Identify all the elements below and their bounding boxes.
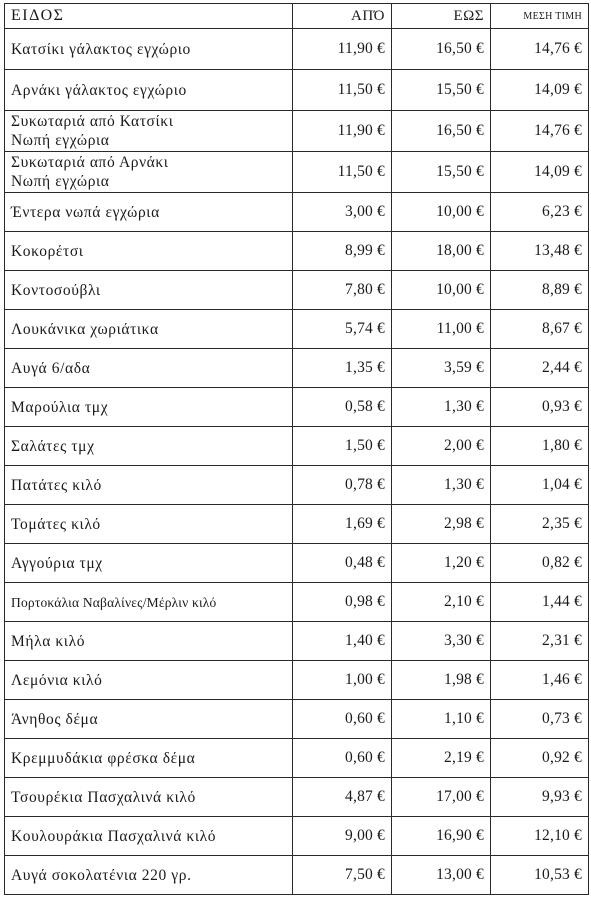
price-from: 7,80 € [293, 271, 392, 310]
price-average: 2,31 € [491, 622, 589, 661]
price-average: 0,92 € [491, 739, 589, 778]
price-from: 7,50 € [293, 856, 392, 895]
price-to: 1,98 € [392, 661, 491, 700]
price-from: 4,87 € [293, 778, 392, 817]
table-row [5, 661, 589, 700]
header-average: ΜΕΣΗ ΤΙΜΗ [491, 4, 589, 29]
item-name: Μαρούλια τμχ [5, 388, 293, 427]
price-average: 12,10 € [491, 817, 589, 856]
table-row [5, 739, 589, 778]
header-item: ΕΙΔΟΣ [5, 4, 293, 29]
price-average: 6,23 € [491, 193, 589, 232]
item-name: Μήλα κιλό [5, 622, 293, 661]
price-from: 5,74 € [293, 310, 392, 349]
item-name: Άνηθος δέμα [5, 700, 293, 739]
price-average: 0,73 € [491, 700, 589, 739]
table-row [5, 583, 589, 622]
price-to: 1,10 € [392, 700, 491, 739]
item-name: Λεμόνια κιλό [5, 661, 293, 700]
price-from: 11,90 € [293, 111, 392, 152]
table-row [5, 193, 589, 232]
item-name: Αρνάκι γάλακτος εγχώριο [5, 70, 293, 111]
price-average: 1,80 € [491, 427, 589, 466]
price-to: 3,59 € [392, 349, 491, 388]
price-to: 1,30 € [392, 388, 491, 427]
table-row [5, 778, 589, 817]
price-to: 1,30 € [392, 466, 491, 505]
table-row [5, 622, 589, 661]
price-average: 8,89 € [491, 271, 589, 310]
table-row [5, 700, 589, 739]
price-to: 10,00 € [392, 271, 491, 310]
table-row [5, 544, 589, 583]
table-row [5, 152, 589, 193]
item-name: Συκωταριά από Κατσίκι Νωπή εγχώρια [5, 111, 293, 152]
item-name: Κατσίκι γάλακτος εγχώριο [5, 29, 293, 70]
price-from: 1,40 € [293, 622, 392, 661]
item-name: Συκωταριά από Αρνάκι Νωπή εγχώρια [5, 152, 293, 193]
price-to: 16,90 € [392, 817, 491, 856]
price-average: 0,82 € [491, 544, 589, 583]
price-average: 14,76 € [491, 111, 589, 152]
price-average: 14,09 € [491, 152, 589, 193]
price-from: 8,99 € [293, 232, 392, 271]
price-to: 2,98 € [392, 505, 491, 544]
price-average: 13,48 € [491, 232, 589, 271]
price-table [4, 3, 589, 895]
item-name: Τομάτες κιλό [5, 505, 293, 544]
price-to: 15,50 € [392, 152, 491, 193]
item-name: Κουλουράκια Πασχαλινά κιλό [5, 817, 293, 856]
price-from: 0,78 € [293, 466, 392, 505]
price-from: 3,00 € [293, 193, 392, 232]
price-average: 14,09 € [491, 70, 589, 111]
table-row [5, 29, 589, 70]
item-name: Λουκάνικα χωριάτικα [5, 310, 293, 349]
price-from: 11,90 € [293, 29, 392, 70]
price-to: 10,00 € [392, 193, 491, 232]
header-row [5, 4, 589, 29]
price-from: 1,69 € [293, 505, 392, 544]
header-from: ΑΠΌ [293, 4, 392, 29]
price-average: 2,35 € [491, 505, 589, 544]
price-average: 2,44 € [491, 349, 589, 388]
item-name: Κοντοσούβλι [5, 271, 293, 310]
price-to: 15,50 € [392, 70, 491, 111]
item-name: Αγγούρια τμχ [5, 544, 293, 583]
price-average: 10,53 € [491, 856, 589, 895]
price-to: 16,50 € [392, 111, 491, 152]
table-row [5, 111, 589, 152]
price-average: 14,76 € [491, 29, 589, 70]
table-row [5, 70, 589, 111]
table-row [5, 817, 589, 856]
price-from: 0,98 € [293, 583, 392, 622]
price-average: 9,93 € [491, 778, 589, 817]
price-to: 1,20 € [392, 544, 491, 583]
price-from: 0,60 € [293, 700, 392, 739]
price-to: 17,00 € [392, 778, 491, 817]
item-name: Σαλάτες τμχ [5, 427, 293, 466]
price-average: 1,44 € [491, 583, 589, 622]
table-row [5, 271, 589, 310]
price-to: 2,19 € [392, 739, 491, 778]
price-from: 11,50 € [293, 70, 392, 111]
price-from: 0,48 € [293, 544, 392, 583]
table-row [5, 349, 589, 388]
table-row [5, 505, 589, 544]
table-row [5, 466, 589, 505]
price-to: 13,00 € [392, 856, 491, 895]
item-name: Πορτοκάλια Ναβαλίνες/Μέρλιν κιλό [5, 583, 293, 622]
price-from: 9,00 € [293, 817, 392, 856]
table-row [5, 388, 589, 427]
item-name: Έντερα νωπά εγχώρια [5, 193, 293, 232]
item-name: Αυγά σοκολατένια 220 γρ. [5, 856, 293, 895]
price-average: 1,04 € [491, 466, 589, 505]
price-to: 3,30 € [392, 622, 491, 661]
table-row [5, 232, 589, 271]
price-from: 0,58 € [293, 388, 392, 427]
price-to: 2,00 € [392, 427, 491, 466]
price-to: 16,50 € [392, 29, 491, 70]
price-from: 0,60 € [293, 739, 392, 778]
item-name: Τσουρέκια Πασχαλινά κιλό [5, 778, 293, 817]
header-to: ΕΩΣ [392, 4, 491, 29]
item-name: Κοκορέτσι [5, 232, 293, 271]
price-from: 11,50 € [293, 152, 392, 193]
item-name: Πατάτες κιλό [5, 466, 293, 505]
item-name: Κρεμμυδάκια φρέσκα δέμα [5, 739, 293, 778]
price-average: 1,46 € [491, 661, 589, 700]
table-header [5, 4, 589, 29]
table-row [5, 310, 589, 349]
price-average: 0,93 € [491, 388, 589, 427]
price-average: 8,67 € [491, 310, 589, 349]
price-from: 1,00 € [293, 661, 392, 700]
price-from: 1,35 € [293, 349, 392, 388]
price-from: 1,50 € [293, 427, 392, 466]
table-row [5, 856, 589, 895]
price-to: 11,00 € [392, 310, 491, 349]
price-to: 18,00 € [392, 232, 491, 271]
table-row [5, 427, 589, 466]
price-to: 2,10 € [392, 583, 491, 622]
table-body [5, 29, 589, 895]
item-name: Αυγά 6/αδα [5, 349, 293, 388]
